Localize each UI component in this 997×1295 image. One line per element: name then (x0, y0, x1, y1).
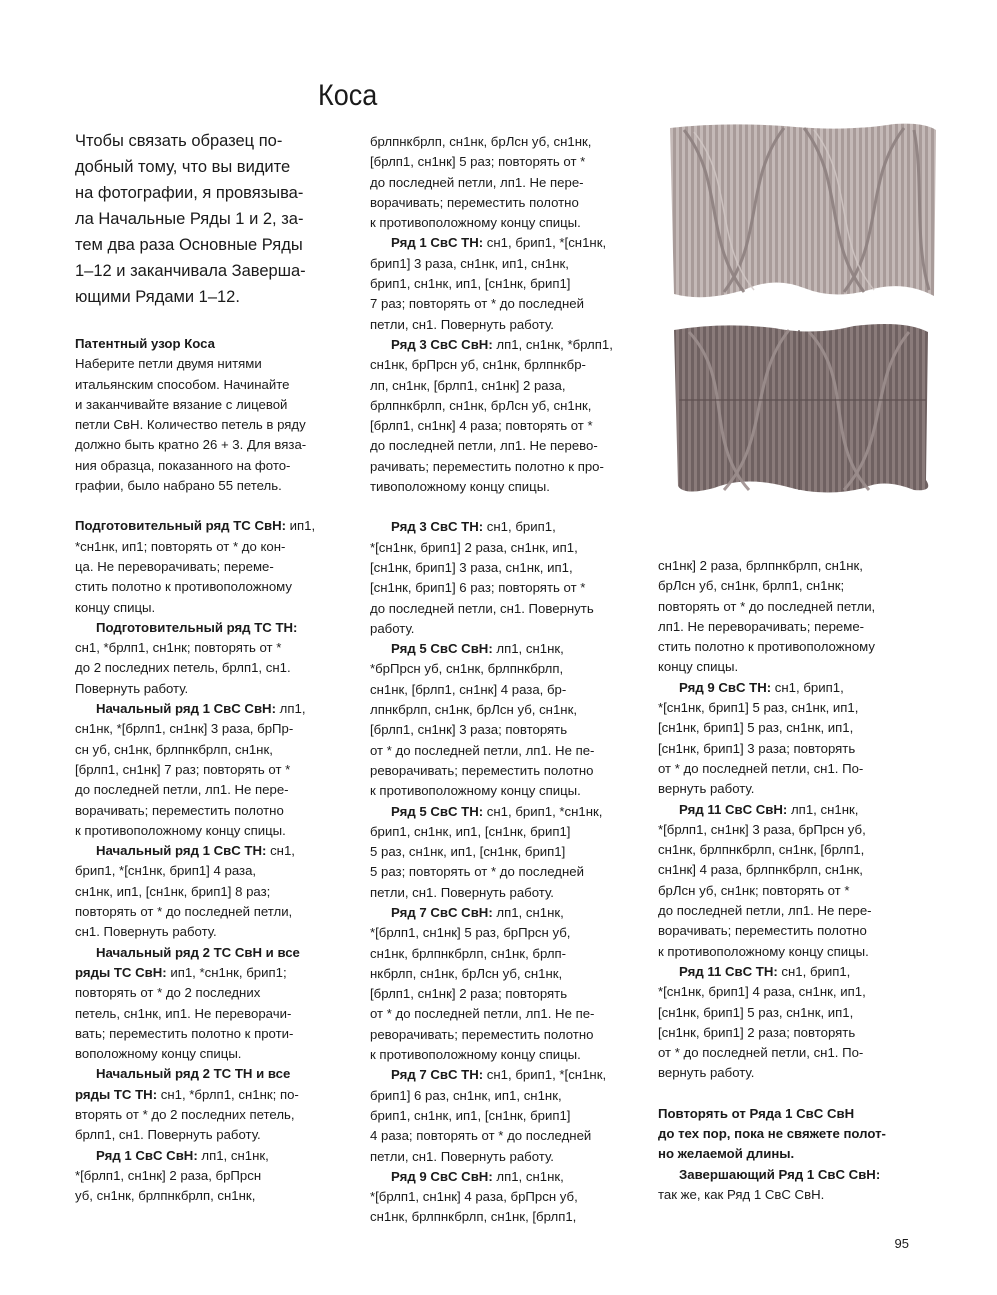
text-line: [брлп1, сн1нк] 7 раз; повторять от * (75, 761, 291, 777)
text-line: 4 раза; повторять от * до последней (370, 1128, 592, 1144)
text-line: брЛсн уб, сн1нк; повторять от * (658, 882, 850, 898)
text-line: ворачивать; переместить полотно (658, 923, 867, 939)
text-line: нкбрлп, сн1нк, брЛсн уб, сн1нк, (370, 965, 563, 981)
repeat-instruction: Повторять от Ряда 1 СвС СвН (658, 1105, 855, 1121)
text-line: сн1нк, [брлп1, сн1нк] 4 раза, бр- (370, 681, 567, 697)
intro-paragraph (75, 128, 355, 310)
text-line: *[брлп1, сн1нк] 3 раза, брПрсн уб, (658, 821, 866, 837)
text-line: к противоположному концу спицы. (370, 783, 581, 799)
text-line: сн1нк, брлпнкбрлп, сн1нк, брлп- (370, 945, 567, 961)
text-line: [сн1нк, брип1] 5 раз, сн1нк, ип1, (658, 1004, 854, 1020)
text-line: сн1нк, ип1, [сн1нк, брип1] 8 раз; (75, 883, 271, 899)
text-line: до последней петли, лп1. Не пере- (658, 903, 872, 919)
page-number: 95 (894, 1236, 909, 1251)
text-line: брлпнкбрлп, сн1нк, брЛсн уб, сн1нк, (370, 397, 592, 413)
text-line: Повернуть работу. (75, 680, 189, 696)
text-line: итальянским способом. Начинайте (75, 376, 290, 392)
text-line: лп1. Не переворачивать; переме- (658, 618, 865, 634)
text-line: до 2 последних петель, брлп1, сн1. (75, 660, 291, 676)
text-line: сн1нк] 4 раза, брлпнкбрлп, сн1нк, (658, 862, 863, 878)
intro-line: Чтобы связать образец по- (75, 132, 283, 150)
pattern-heading: Патентный узор Коса (75, 336, 215, 351)
text-line: брип1] 3 раза, сн1нк, ип1, сн1нк, (370, 255, 569, 271)
text-line: петли, сн1. Повернуть работу. (370, 316, 554, 332)
text-line: сн1нк] 2 раза, брлпнкбрлп, сн1нк, (658, 558, 863, 573)
text-line: [сн1нк, брип1] 3 раза; повторять (658, 740, 856, 756)
row-label: ряды ТС СвН: (75, 964, 167, 980)
text-line: к противоположному концу спицы. (75, 822, 286, 838)
row-label: Подготовительный ряд ТС ТН: (96, 619, 298, 635)
text-line: ца. Не переворачивать; переме- (75, 558, 274, 574)
repeat-instruction: но желаемой длины. (658, 1146, 795, 1162)
text-line: повторять от * до последней петли, (75, 904, 293, 920)
text-line: до последней петли, лп1. Не пере- (75, 782, 289, 798)
text-line: повторять от * до 2 последних (75, 985, 261, 1001)
text-line: вторять от * до 2 последних петель, (75, 1106, 295, 1122)
row-label: Ряд 3 СвС ТН: (391, 519, 484, 535)
text-line: *брПрсн уб, сн1нк, брлпнкбрлп, (370, 661, 564, 677)
text-line: от * до последней петли, лп1. Не пе- (370, 1006, 595, 1022)
text-line: ворачивать; переместить полотно (370, 194, 579, 210)
text-line: петли, сн1. Повернуть работу. (370, 1148, 554, 1164)
text-line: графии, было набрано 55 петель. (75, 478, 282, 494)
text-line: сн1, *брлп1, сн1нк; повторять от * (75, 640, 282, 656)
row-label: Начальный ряд 1 СвС ТН: (96, 843, 267, 859)
text-line: так же, как Ряд 1 СвС СвН. (658, 1186, 825, 1202)
knit-swatch-photo-light (664, 120, 941, 302)
text-line: 5 раз, сн1нк, ип1, [сн1нк, брип1] (370, 844, 566, 860)
row-label: Ряд 1 СвС СвН: (96, 1147, 198, 1163)
text-line: [сн1нк, брип1] 2 раза; повторять (658, 1024, 856, 1040)
text-line: [брлп1, сн1нк] 3 раза; повторять (370, 722, 568, 738)
row-label: Начальный ряд 1 СвС СвН: (96, 701, 276, 717)
text-line: брЛсн уб, сн1нк, брлп1, сн1нк; (658, 578, 845, 594)
text-line: 7 раз; повторять от * до последней (370, 296, 584, 312)
text-line: *[сн1нк, брип1] 4 раза, сн1нк, ип1, (658, 984, 866, 1000)
text-line: петель, сн1нк, ип1. Не переворачи- (75, 1005, 292, 1021)
text-line: воположному концу спицы. (75, 1046, 242, 1062)
text-line: от * до последней петли, сн1. По- (658, 760, 864, 776)
text-line: брип1, *[сн1нк, брип1] 4 раза, (75, 863, 257, 879)
text-line: концу спицы. (75, 599, 156, 615)
text-line: 5 раз; повторять от * до последней (370, 864, 584, 880)
text-line: вернуть работу. (658, 781, 755, 797)
text-line: реворачивать; переместить полотно (370, 762, 594, 778)
text-line: к противоположному концу спицы. (370, 215, 581, 231)
text-line: лпнкбрлп, сн1нк, брЛсн уб, сн1нк, (370, 702, 578, 718)
text-line: *[брлп1, сн1нк] 2 раза, брПрсн (75, 1167, 262, 1183)
text-line: реворачивать; переместить полотно (370, 1026, 594, 1042)
intro-line: тем два раза Основные Ряды (75, 236, 303, 254)
intro-line: 1–12 и заканчивала Заверша- (75, 262, 306, 280)
text-line: брлпнкбрлп, сн1нк, брЛсн уб, сн1нк, (370, 134, 592, 149)
row-label: Начальный ряд 2 ТС СвН и все (96, 944, 300, 960)
text-line: до последней петли, сн1. Повернуть (370, 600, 594, 616)
row-label: Ряд 1 СвС ТН: (391, 235, 484, 251)
row-label: Начальный ряд 2 ТС ТН и все (96, 1066, 291, 1082)
row-label: Ряд 9 СвС ТН: (679, 679, 772, 695)
text-line: к противоположному концу спицы. (370, 1047, 581, 1063)
text-line: лп, сн1нк, [брлп1, сн1нк] 2 раза, (370, 377, 566, 393)
text-line: петли, сн1. Повернуть работу. (370, 884, 554, 900)
text-line: брип1, сн1нк, ип1, [сн1нк, брип1] (370, 276, 571, 292)
text-line: вать; переместить полотно к проти- (75, 1025, 294, 1041)
row-label: Ряд 7 СвС СвН: (391, 904, 493, 920)
row-label: Ряд 7 СвС ТН: (391, 1067, 484, 1083)
text-line: рачивать; переместить полотно к про- (370, 458, 604, 474)
row-label: Ряд 5 СвС СвН: (391, 641, 493, 657)
row-label: Подготовительный ряд ТС СвН: (75, 518, 287, 534)
text-line: и заканчивайте вязание с лицевой (75, 396, 288, 412)
text-line: вернуть работу. (658, 1065, 755, 1081)
text-line: тивоположному концу спицы. (370, 479, 550, 495)
text-line: сн уб, сн1нк, брлпнкбрлп, сн1нк, (75, 741, 273, 757)
text-line: ворачивать; переместить полотно (75, 802, 284, 818)
text-line: *сн1нк, ип1; повторять от * до кон- (75, 538, 286, 554)
text-line: стить полотно к противоположному (75, 579, 292, 595)
text-line: до последней петли, лп1. Не перево- (370, 438, 598, 454)
row-label: Завершающий Ряд 1 СвС СвН: (679, 1166, 881, 1182)
text-line: сн1нк, брлпнкбрлп, сн1нк, [брлп1, (658, 842, 865, 858)
knit-swatch-photo-dark (664, 320, 941, 498)
page-title: Коса (318, 79, 378, 112)
row-label: Ряд 11 СвС СвН: (679, 801, 788, 817)
intro-line: добный тому, что вы видите (75, 158, 291, 176)
text-line: сн1нк, *[брлп1, сн1нк] 3 раза, брПр- (75, 721, 294, 737)
text-line: Наберите петли двумя нитями (75, 356, 262, 372)
text-line: [брлп1, сн1нк] 2 раза; повторять (370, 986, 568, 1002)
text-line: брип1, сн1нк, ип1, [сн1нк, брип1] (370, 1107, 571, 1123)
text-line: [брлп1, сн1нк] 5 раз; повторять от * (370, 154, 586, 170)
row-label: Ряд 9 СвС СвН: (391, 1168, 493, 1184)
row-label: ряды ТС ТН: (75, 1086, 158, 1102)
instructions-column-1: Патентный узор Коса Наберите петли двумя нитями итальянским способом. Начинайте и заканчивайте вязание с лицевой петли СвН. Количество петель в ряду должно быть кратно 26 + 3. Для вяза- ния образца, показанного на фото- графии, было набрано 55 петель. Подготовительный ряд ТС СвН: ип1, *сн1нк, ип1; повторять от * до кон- ца. Не переворачивать; переме- стить полотно к противоположному концу спицы. Подготовительный ряд ТС ТН: сн1, *брлп1, сн1нк; повторять от * до 2 последних петель, брлп1, сн1. Повернуть работу. Начальный ряд 1 СвС СвН: лп1, сн1нк, *[брлп1, сн1нк] 3 раза, брПр- сн уб, сн1нк, брлпнкбрлп, сн1нк, [брлп1, сн1нк] 7 раз; повторять от * до последней петли, лп1. Не пере- ворачивать; переместить полотно к противоположному концу спицы. Начальный ряд 1 СвС ТН: сн1, брип1, *[сн1нк, брип1] 4 раза, сн1нк, ип1, [сн1нк, брип1] 8 раз; повторять от * до последней петли, сн1. Повернуть работу. Начальный ряд 2 ТС СвН и все ряды ТС СвН: ип1, *сн1нк, брип1; повторять от * до 2 последних петель, сн1нк, ип1. Не переворачи- вать; переместить полотно к проти- воположному концу спицы. Начальный ряд 2 ТС ТН и все ряды ТС ТН: сн1, *брлп1, сн1нк; по- вторять от * до 2 последних петель, брлп1, сн1. Повернуть работу. Ряд 1 СвС СвН: лп1, сн1нк, *[брлп1, сн1нк] 2 раза, брПрсн уб, сн1нк, брлпнкбрлп, сн1нк, (75, 334, 337, 1206)
text-line: концу спицы. (658, 659, 739, 675)
intro-line: на фотографии, я провязыва- (75, 184, 304, 202)
row-label: Ряд 3 СвС СвН: (391, 336, 493, 352)
text-line: брлп1, сн1. Повернуть работу. (75, 1127, 261, 1143)
row-label: Ряд 11 СвС ТН: (679, 963, 778, 979)
text-line: повторять от * до последней петли, (658, 598, 876, 614)
row-label: Ряд 5 СвС ТН: (391, 803, 484, 819)
text-line: должно быть кратно 26 + 3. Для вяза- (75, 437, 307, 453)
text-line: от * до последней петли, сн1. По- (658, 1045, 864, 1061)
text-line: до последней петли, лп1. Не пере- (370, 174, 584, 190)
text-line: ния образца, показанного на фото- (75, 457, 291, 473)
text-line: [сн1нк, брип1] 3 раза, сн1нк, ип1, (370, 559, 573, 575)
text-line: *[сн1нк, брип1] 2 раза, сн1нк, ип1, (370, 539, 578, 555)
text-line: [брлп1, сн1нк] 4 раза; повторять от * (370, 418, 593, 434)
text-line: от * до последней петли, лп1. Не пе- (370, 742, 595, 758)
intro-line: ла Начальные Ряды 1 и 2, за- (75, 210, 304, 228)
instructions-column-3: сн1нк] 2 раза, брлпнкбрлп, сн1нк, брЛсн уб, сн1нк, брлп1, сн1нк; повторять от * до последней петли, лп1. Не переворачивать; переме- стить полотно к противоположному концу спицы. Ряд 9 СвС ТН: сн1, брип1, *[сн1нк, брип1] 5 раз, сн1нк, ип1, [сн1нк, брип1] 5 раз, сн1нк, ип1, [сн1нк, брип1] 3 раза; повторять от * до последней петли, сн1. По- вернуть работу. Ряд 11 СвС СвН: лп1, сн1нк, *[брлп1, сн1нк] 3 раза, брПрсн уб, сн1нк, брлпнкбрлп, сн1нк, [брлп1, сн1нк] 4 раза, брлпнкбрлп, сн1нк, брЛсн уб, сн1нк; повторять от * до последней петли, лп1. Не пере- ворачивать; переместить полотно к противоположному концу спицы. Ряд 11 СвС ТН: сн1, брип1, *[сн1нк, брип1] 4 раза, сн1нк, ип1, [сн1нк, брип1] 5 раз, сн1нк, ип1, [сн1нк, брип1] 2 раза; повторять от * до последней петли, сн1. По- вернуть работу. Повторять от Ряда 1 СвС СвН до тех пор, пока не свяжете полот- но желаемой длины. Завершающий Ряд 1 СвС СвН: так же, как Ряд 1 СвС СвН. (658, 556, 920, 1205)
text-line: брип1] 6 раз, сн1нк, ип1, сн1нк, (370, 1087, 562, 1103)
text-line: *[брлп1, сн1нк] 4 раза, брПрсн уб, (370, 1189, 578, 1205)
text-line: сн1. Повернуть работу. (75, 924, 217, 940)
text-line: к противоположному концу спицы. (658, 943, 869, 959)
text-line: *[сн1нк, брип1] 5 раз, сн1нк, ип1, (658, 700, 859, 716)
text-line: [сн1нк, брип1] 6 раз; повторять от * (370, 580, 586, 596)
text-line: уб, сн1нк, брлпнкбрлп, сн1нк, (75, 1188, 256, 1204)
instructions-column-2: брлпнкбрлп, сн1нк, брЛсн уб, сн1нк, [брлп1, сн1нк] 5 раз; повторять от * до последней петли, лп1. Не пере- ворачивать; переместить полотно к противоположному концу спицы. Ряд 1 СвС ТН: сн1, брип1, *[сн1нк, брип1] 3 раза, сн1нк, ип1, сн1нк, брип1, сн1нк, ип1, [сн1нк, брип1] 7 раз; повторять от * до последней петли, сн1. Повернуть работу. Ряд 3 СвС СвН: лп1, сн1нк, *брлп1, сн1нк, брПрсн уб, сн1нк, брлпнкбр- лп, сн1нк, [брлп1, сн1нк] 2 раза, брлпнкбрлп, сн1нк, брЛсн уб, сн1нк, [брлп1, сн1нк] 4 раза; повторять от * до последней петли, лп1. Не перево- рачивать; переместить полотно к про- тивоположному концу спицы. Ряд 3 СвС ТН: сн1, брип1, *[сн1нк, брип1] 2 раза, сн1нк, ип1, [сн1нк, брип1] 3 раза, сн1нк, ип1, [сн1нк, брип1] 6 раз; повторять от * до последней петли, сн1. Повернуть работу. Ряд 5 СвС СвН: лп1, сн1нк, *брПрсн уб, сн1нк, брлпнкбрлп, сн1нк, [брлп1, сн1нк] 4 раза, бр- лпнкбрлп, сн1нк, брЛсн уб, сн1нк, [брлп1, сн1нк] 3 раза; повторять от * до последней петли, лп1. Не пе- реворачивать; переместить полотно к противоположному концу спицы. Ряд 5 СвС ТН: сн1, брип1, *сн1нк, брип1, сн1нк, ип1, [сн1нк, брип1] 5 раз, сн1нк, ип1, [сн1нк, брип1] 5 раз; повторять от * до последней петли, сн1. Повернуть работу. Ряд 7 СвС СвН: лп1, сн1нк, *[брлп1, сн1нк] 5 раз, брПрсн уб, сн1нк, брлпнкбрлп, сн1нк, брлп- нкбрлп, сн1нк, брЛсн уб, сн1нк, [брлп1, сн1нк] 2 раза; повторять от * до последней петли, лп1. Не пе- реворачивать; переместить полотно к противоположному концу спицы. Ряд 7 СвС ТН: сн1, брип1, *[сн1нк, брип1] 6 раз, сн1нк, ип1, сн1нк, брип1, сн1нк, ип1, [сн1нк, брип1] 4 раза; повторять от * до последней петли, сн1. Повернуть работу. Ряд 9 СвС СвН: лп1, сн1нк, *[брлп1, сн1нк] 4 раза, брПрсн уб, сн1нк, брлпнкбрлп, сн1нк, [брлп1, (370, 132, 632, 1228)
text-line: работу. (370, 620, 415, 636)
text-line: сн1нк, брлпнкбрлп, сн1нк, [брлп1, (370, 1209, 577, 1225)
text-line: петли СвН. Количество петель в ряду (75, 417, 306, 433)
text-line: стить полотно к противоположному (658, 639, 875, 655)
intro-line: ющими Рядами 1–12. (75, 288, 240, 306)
repeat-instruction: до тех пор, пока не свяжете полот- (658, 1126, 886, 1142)
text-line: *[брлп1, сн1нк] 5 раз, брПрсн уб, (370, 925, 571, 941)
text-line: [сн1нк, брип1] 5 раз, сн1нк, ип1, (658, 720, 854, 736)
text-line: сн1нк, брПрсн уб, сн1нк, брлпнкбр- (370, 357, 586, 373)
text-line: брип1, сн1нк, ип1, [сн1нк, брип1] (370, 823, 571, 839)
